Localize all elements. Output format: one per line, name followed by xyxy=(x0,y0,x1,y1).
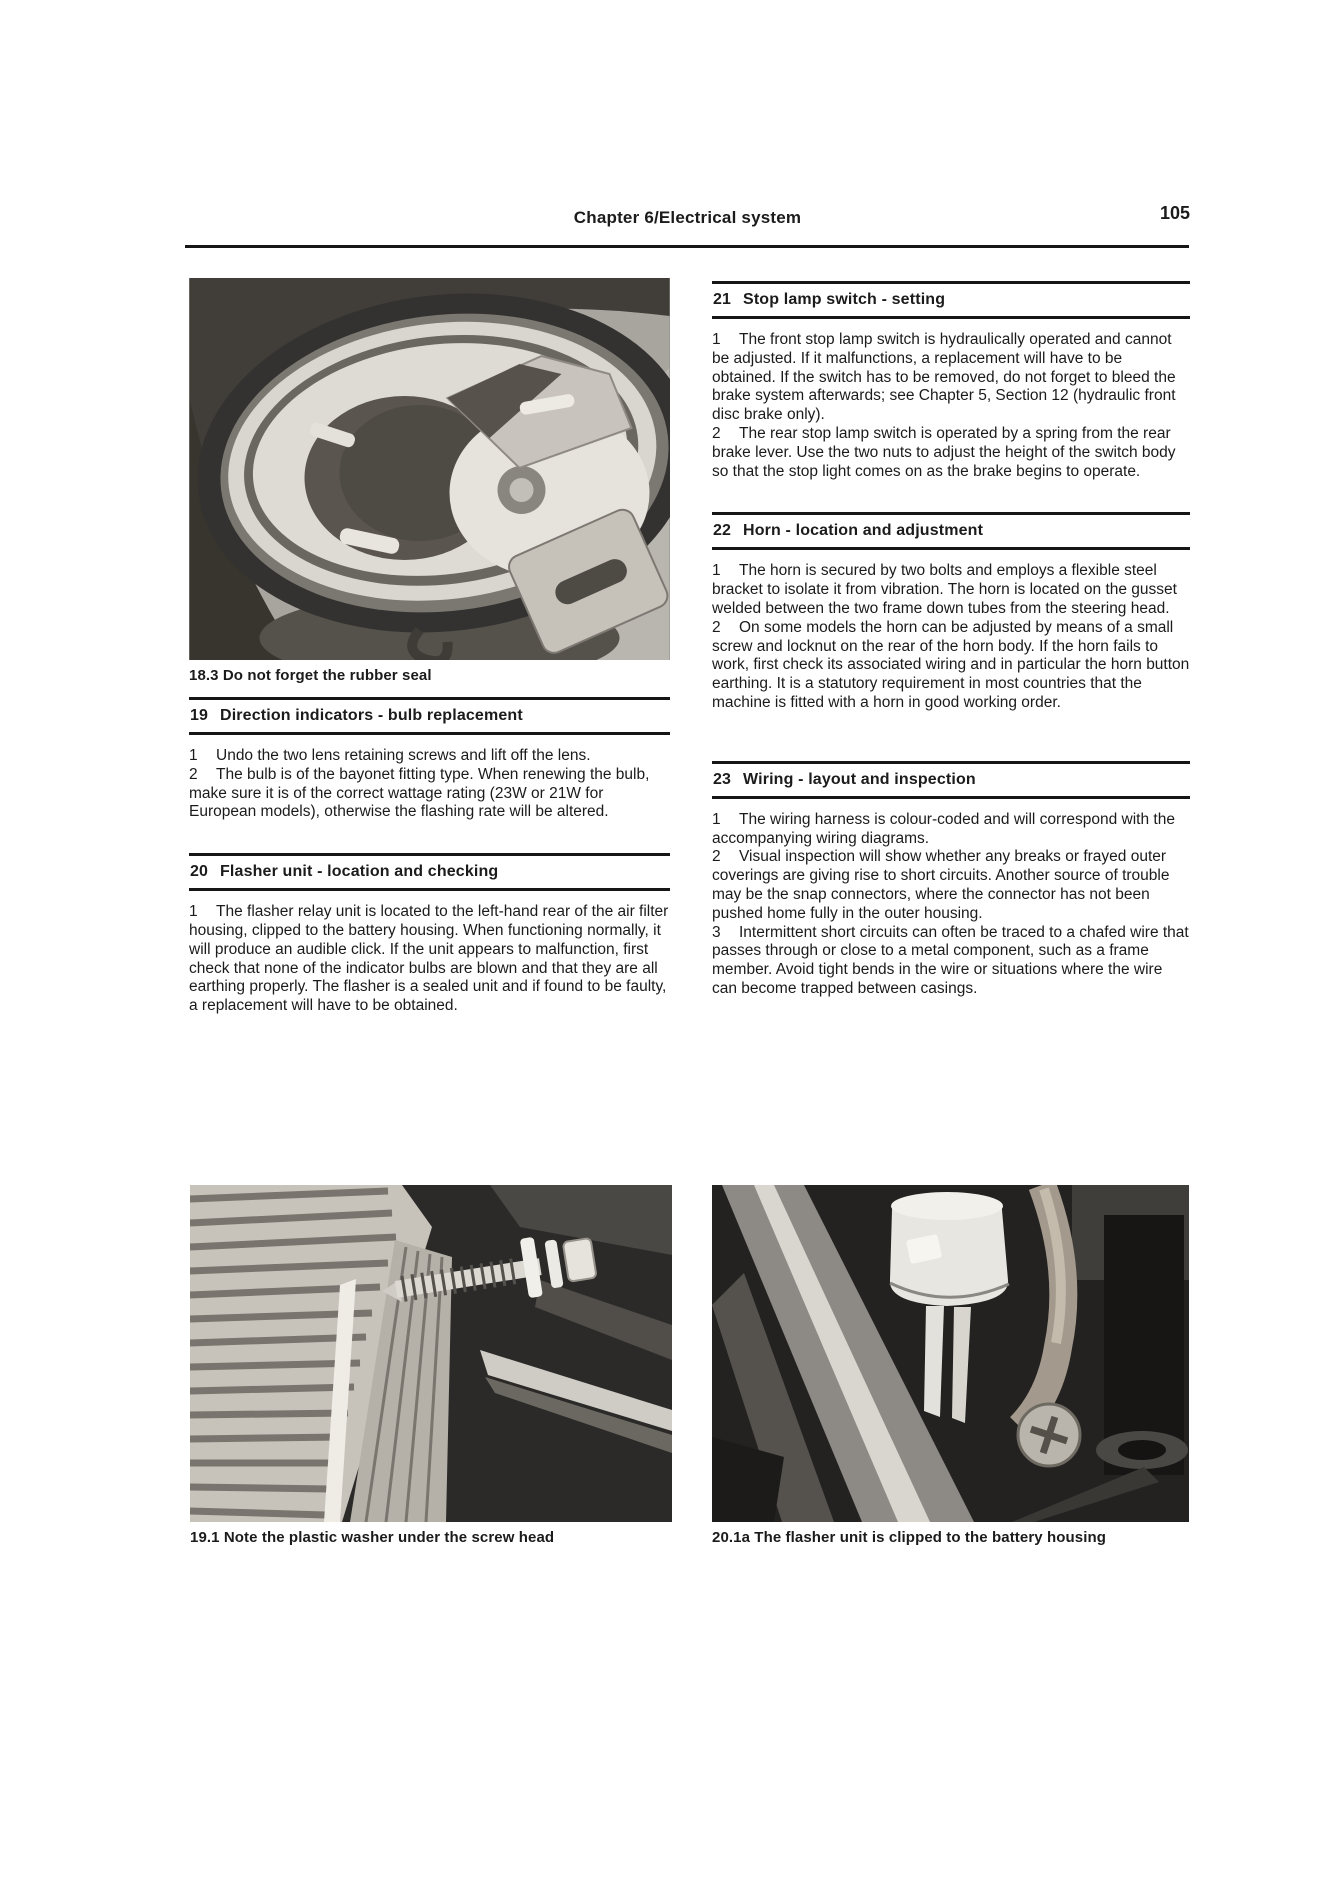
right-column xyxy=(712,278,1190,999)
page-header-title: Chapter 6/Electrical system xyxy=(573,208,802,227)
paragraph-number: 1 xyxy=(189,747,198,764)
photo-caption-19-1: 19.1 Note the plastic washer under the screw head xyxy=(190,1529,555,1546)
section-heading-20 xyxy=(189,853,670,891)
section-heading-21 xyxy=(712,281,1190,319)
paragraph-text: The bulb is of the bayonet fitting type. When renewing the bulb, make sure it is of the correct wattage rating (23W or 21W for European models), otherwise the flashing rate will be altered. xyxy=(189,765,650,821)
section-22-body xyxy=(712,562,1190,712)
photo-caption-20-1a: 20.1a The flasher unit is clipped to the battery housing xyxy=(712,1529,1107,1546)
paragraph-text: On some models the horn can be adjusted by means of a small screw and locknut on the rear of the horn body. If the horn fails to work, first check its associated wiring and in particular the horn button earthing. It is a statutory requirement in most countries that the machine is fitted with a horn in good working order. xyxy=(712,618,1190,711)
paragraph-text: Undo the two lens retaining screws and lift off the lens. xyxy=(216,747,591,764)
section-number: 20 xyxy=(190,863,209,881)
paragraph xyxy=(712,425,1190,481)
section-title: Direction indicators - bulb replacement xyxy=(220,707,523,724)
paragraph xyxy=(712,619,1190,713)
section-23-body xyxy=(712,811,1190,999)
page-number: 105 xyxy=(1159,203,1190,223)
section-title: Horn - location and adjustment xyxy=(743,522,984,540)
flasher-unit-photo xyxy=(712,1185,1189,1522)
paragraph-text: The horn is secured by two bolts and employs a flexible steel bracket to isolate it from vibration. The horn is located on the gusset welded between the two frame down tubes from the steering head. xyxy=(712,562,1177,617)
paragraph-number: 2 xyxy=(189,765,198,783)
paragraph-text: Intermittent short circuits can often be traced to a chafed wire that passes through or close to a metal component, such as a frame member. Avoid tight bends in the wire or situations where the wire can become trapped between casings. xyxy=(712,923,1189,997)
paragraph xyxy=(189,747,670,766)
indicator-lens-screw-photo xyxy=(190,1185,672,1522)
section-number: 19 xyxy=(190,707,209,724)
paragraph-text: Visual inspection will show whether any breaks or frayed outer coverings are giving rise to short circuits. Another source of trouble may be the snap connectors, where the connector has not been pushed home fully in the outer housing. xyxy=(712,848,1170,922)
paragraph-text: The wiring harness is colour-coded and will correspond with the accompanying wiring diagrams. xyxy=(712,810,1175,847)
paragraph xyxy=(189,903,670,1016)
section-heading-22 xyxy=(712,512,1190,550)
paragraph-number: 3 xyxy=(712,923,721,941)
left-column xyxy=(189,278,670,1016)
section-number: 22 xyxy=(713,522,732,540)
section-heading-23 xyxy=(712,761,1190,799)
bottom-left-photo-block xyxy=(190,1185,672,1546)
paragraph-number: 2 xyxy=(712,424,721,442)
section-title: Wiring - layout and inspection xyxy=(743,770,976,788)
paragraph-number: 2 xyxy=(712,618,721,636)
paragraph xyxy=(712,924,1190,999)
section-19-body xyxy=(189,747,670,822)
section-number: 21 xyxy=(713,291,732,308)
section-number: 23 xyxy=(713,770,732,788)
paragraph-number: 1 xyxy=(712,810,721,828)
section-21-body xyxy=(712,331,1190,481)
header-rule xyxy=(185,245,1189,248)
photo-caption-18-3: 18.3 Do not forget the rubber seal xyxy=(189,667,432,684)
paragraph xyxy=(712,331,1190,425)
section-heading-19 xyxy=(189,697,670,735)
paragraph xyxy=(712,562,1190,618)
paragraph-text: The flasher relay unit is located to the left-hand rear of the air filter housing, clipped to the battery housing. When functioning normally, it will produce an audible click. If the unit appears to malfunction, first check that none of the indicator bulbs are blown and that they are all earthing properly. The flasher is a sealed unit and if found to be faulty, a replacement will have to be obtained. xyxy=(189,903,669,1015)
paragraph xyxy=(189,766,670,822)
section-title: Flasher unit - location and checking xyxy=(220,863,499,881)
paragraph-number: 1 xyxy=(712,331,721,348)
paragraph xyxy=(712,848,1190,923)
paragraph-number: 1 xyxy=(712,562,721,580)
section-20-body xyxy=(189,903,670,1016)
paragraph-text: The rear stop lamp switch is operated by a spring from the rear brake lever. Use the two nuts to adjust the height of the switch body so that the stop light comes on as the brake begins to operate. xyxy=(712,424,1176,480)
paragraph-number: 2 xyxy=(712,848,721,866)
paragraph-text: The front stop lamp switch is hydraulically operated and cannot be adjusted. If it malfunctions, a replacement will have to be obtained. If the switch has to be removed, do not forget to bleed the brake system afterwards; see Chapter 5, Section 12 (hydraulic front disc brake only). xyxy=(712,331,1176,424)
paragraph-number: 1 xyxy=(189,903,198,921)
paragraph xyxy=(712,811,1190,849)
headlamp-rubber-seal-photo xyxy=(189,278,670,660)
section-title: Stop lamp switch - setting xyxy=(743,291,946,308)
bottom-right-photo-block xyxy=(712,1185,1189,1546)
